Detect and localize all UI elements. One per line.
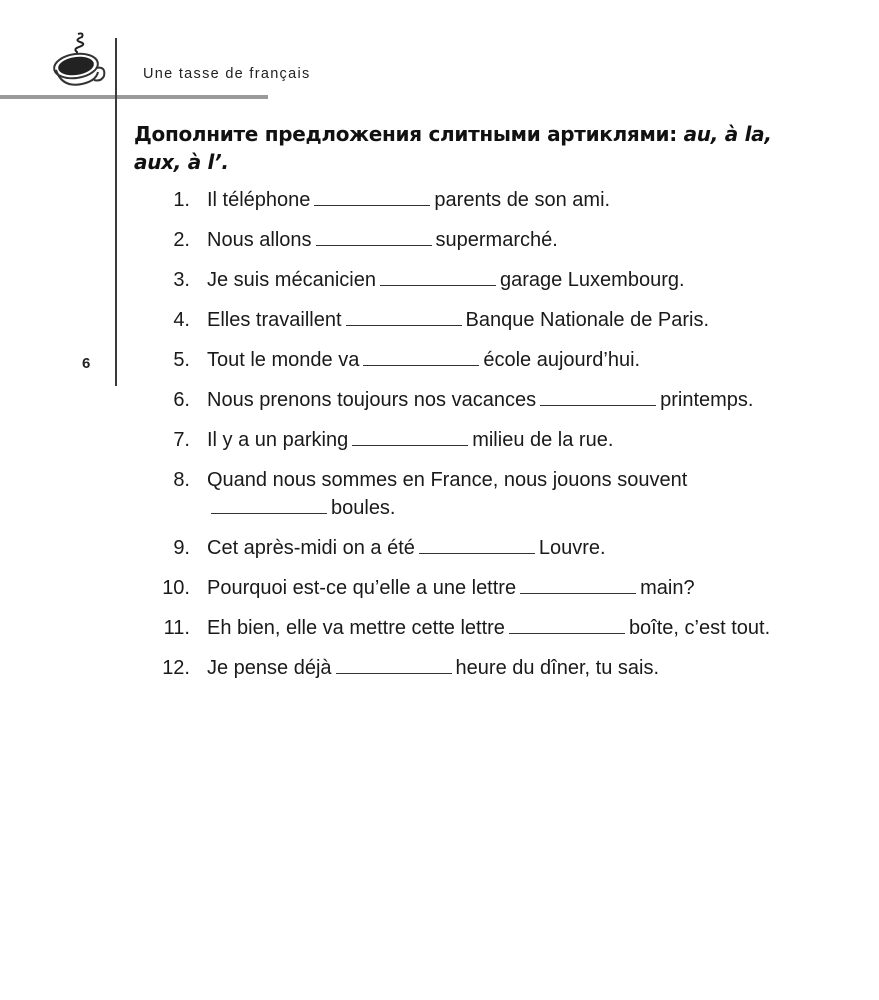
item-number: 12. <box>162 657 190 679</box>
answer-blank[interactable] <box>316 227 432 246</box>
item-text-after: heure du dîner, tu sais. <box>455 657 660 679</box>
answer-blank[interactable] <box>419 535 535 554</box>
item-text-before: Il téléphone <box>207 189 311 211</box>
item-text-after: supermarché. <box>435 229 558 251</box>
item-text-before: Je suis mécanicien <box>207 269 376 291</box>
item-number: 5. <box>173 349 190 371</box>
instruction-articles: au, à la, aux, à l’. <box>134 122 772 174</box>
item-number: 2. <box>173 229 190 251</box>
exercise-item <box>160 426 800 454</box>
item-text-after: boîte, c’est tout. <box>628 617 771 639</box>
exercise-instruction <box>134 120 794 176</box>
item-text-before: Elles travaillent <box>207 309 342 331</box>
exercise-item <box>160 266 800 294</box>
answer-blank[interactable] <box>520 575 636 594</box>
instruction-text: Дополните предложения слитными артиклями: <box>134 122 684 146</box>
answer-blank[interactable] <box>509 615 625 634</box>
item-number: 9. <box>173 537 190 559</box>
answer-blank[interactable] <box>211 495 327 514</box>
answer-blank[interactable] <box>363 347 479 366</box>
item-number: 3. <box>173 269 190 291</box>
running-title: Une tasse de français <box>143 66 311 82</box>
item-text-after: printemps. <box>660 389 754 411</box>
exercise-item <box>160 614 800 642</box>
exercise-item <box>160 386 800 414</box>
item-text-before: Cet après-midi on a été <box>207 537 415 559</box>
answer-blank[interactable] <box>336 655 452 674</box>
item-text-before: Je pense déjà <box>207 657 332 679</box>
item-number: 8. <box>173 469 190 491</box>
item-number: 10. <box>162 577 190 599</box>
coffee-cup-icon <box>48 28 110 90</box>
header-rule <box>0 95 268 99</box>
exercise-item <box>160 534 800 562</box>
item-text-before: Tout le monde va <box>207 349 360 371</box>
exercise-list <box>160 186 800 694</box>
exercise-item <box>160 346 800 374</box>
item-text-before: Quand nous sommes en France, nous jouons souvent <box>207 469 688 491</box>
item-number: 4. <box>173 309 190 331</box>
item-number: 6. <box>173 389 190 411</box>
answer-blank[interactable] <box>540 387 656 406</box>
item-number: 1. <box>173 189 190 211</box>
exercise-item <box>160 186 800 214</box>
item-text-after: Banque Nationale de Paris. <box>465 309 710 331</box>
item-text-before: Nous allons <box>207 229 312 251</box>
item-text-before: Pourquoi est-ce qu’elle a une lettre <box>207 577 517 599</box>
item-text-before: Il y a un parking <box>207 429 349 451</box>
exercise-item <box>160 226 800 254</box>
answer-blank[interactable] <box>346 307 462 326</box>
item-text-after: milieu de la rue. <box>472 429 614 451</box>
item-text-after: école aujourd’hui. <box>483 349 641 371</box>
answer-blank[interactable] <box>352 427 468 446</box>
item-text-before: Nous prenons toujours nos vacances <box>207 389 537 411</box>
item-number: 7. <box>173 429 190 451</box>
answer-blank[interactable] <box>314 187 430 206</box>
page-number: 6 <box>82 355 91 372</box>
item-text-after: parents de son ami. <box>434 189 611 211</box>
item-text-after: Louvre. <box>538 537 606 559</box>
item-text-after: main? <box>640 577 695 599</box>
answer-blank[interactable] <box>380 267 496 286</box>
exercise-item <box>160 306 800 334</box>
exercise-item <box>160 466 800 522</box>
item-number: 11. <box>163 617 190 639</box>
exercise-item <box>160 654 800 682</box>
item-text-after: boules. <box>331 497 396 519</box>
margin-rule <box>115 38 117 386</box>
item-text-before: Eh bien, elle va mettre cette lettre <box>207 617 505 639</box>
exercise-item <box>160 574 800 602</box>
item-text-after: garage Luxembourg. <box>499 269 685 291</box>
